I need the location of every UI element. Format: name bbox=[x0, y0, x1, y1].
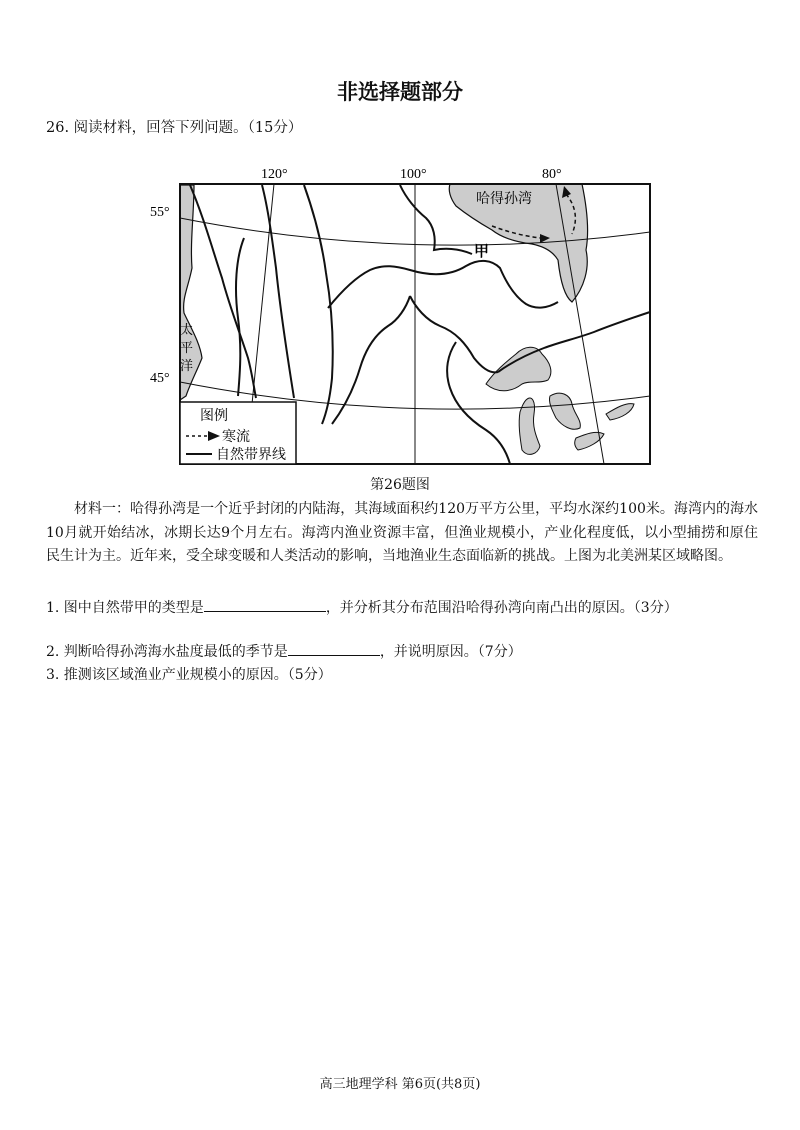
legend-title: 图例 bbox=[200, 408, 228, 424]
pacific-label-1: 太 bbox=[180, 323, 194, 338]
map-svg bbox=[144, 158, 664, 468]
question-1 bbox=[46, 597, 762, 620]
pacific-label-2: 平 bbox=[180, 341, 194, 356]
great-lake-huron bbox=[549, 393, 580, 429]
map-legend bbox=[180, 402, 296, 464]
pacific-label-3: 洋 bbox=[180, 359, 194, 374]
longitude-label-100: 100° bbox=[400, 167, 427, 182]
great-lake-erie-ontario bbox=[575, 404, 634, 450]
figure-caption: 第26题图 bbox=[370, 477, 430, 493]
question-heading: 26. 阅读材料，回答下列问题。（15分） bbox=[46, 120, 303, 136]
legend-cold-current: 寒流 bbox=[222, 429, 250, 445]
hudson-bay-label: 哈得孙湾 bbox=[476, 191, 532, 207]
page-footer: 高三地理学科 第6页(共8页) bbox=[319, 1077, 481, 1092]
zone-jia-label: 甲 bbox=[474, 242, 490, 260]
section-title: 非选择题部分 bbox=[337, 80, 463, 104]
map-figure bbox=[144, 158, 664, 468]
question-3: 3. 推测该区域渔业产业规模小的原因。（5分） bbox=[46, 667, 332, 683]
question-1-prefix: 1. 图中自然带甲的类型是 bbox=[46, 600, 204, 616]
answer-blank-2[interactable] bbox=[288, 641, 380, 656]
answer-blank-1[interactable] bbox=[204, 597, 326, 612]
question-1-suffix: ，并分析其分布范围沿哈得孙湾向南凸出的原因。（3分） bbox=[325, 600, 678, 616]
longitude-label-80: 80° bbox=[542, 167, 562, 182]
question-2-prefix: 2. 判断哈得孙湾海水盐度最低的季节是 bbox=[46, 644, 288, 660]
longitude-label-120: 120° bbox=[261, 167, 288, 182]
question-2-suffix: ，并说明原因。（7分） bbox=[379, 644, 522, 660]
question-2 bbox=[46, 641, 762, 664]
latitude-label-55: 55° bbox=[150, 205, 170, 220]
latitude-label-45: 45° bbox=[150, 371, 170, 386]
legend-boundary: 自然带界线 bbox=[216, 447, 286, 463]
material-text: 材料一：哈得孙湾是一个近乎封闭的内陆海，其海域面积约120万平方公里，平均水深约100米。海湾内的海水10月就开始结冰，冰期长达9个月左右。海湾内渔业资源丰富，但渔业规模小，产业化程度低，以小型捕捞和原住民生计为主。近年来，受全球变暖和人类活动的影响，当地渔业生态面临新的挑战。上图为北美洲某区域略图。 bbox=[46, 501, 758, 564]
great-lake-superior bbox=[486, 347, 551, 391]
